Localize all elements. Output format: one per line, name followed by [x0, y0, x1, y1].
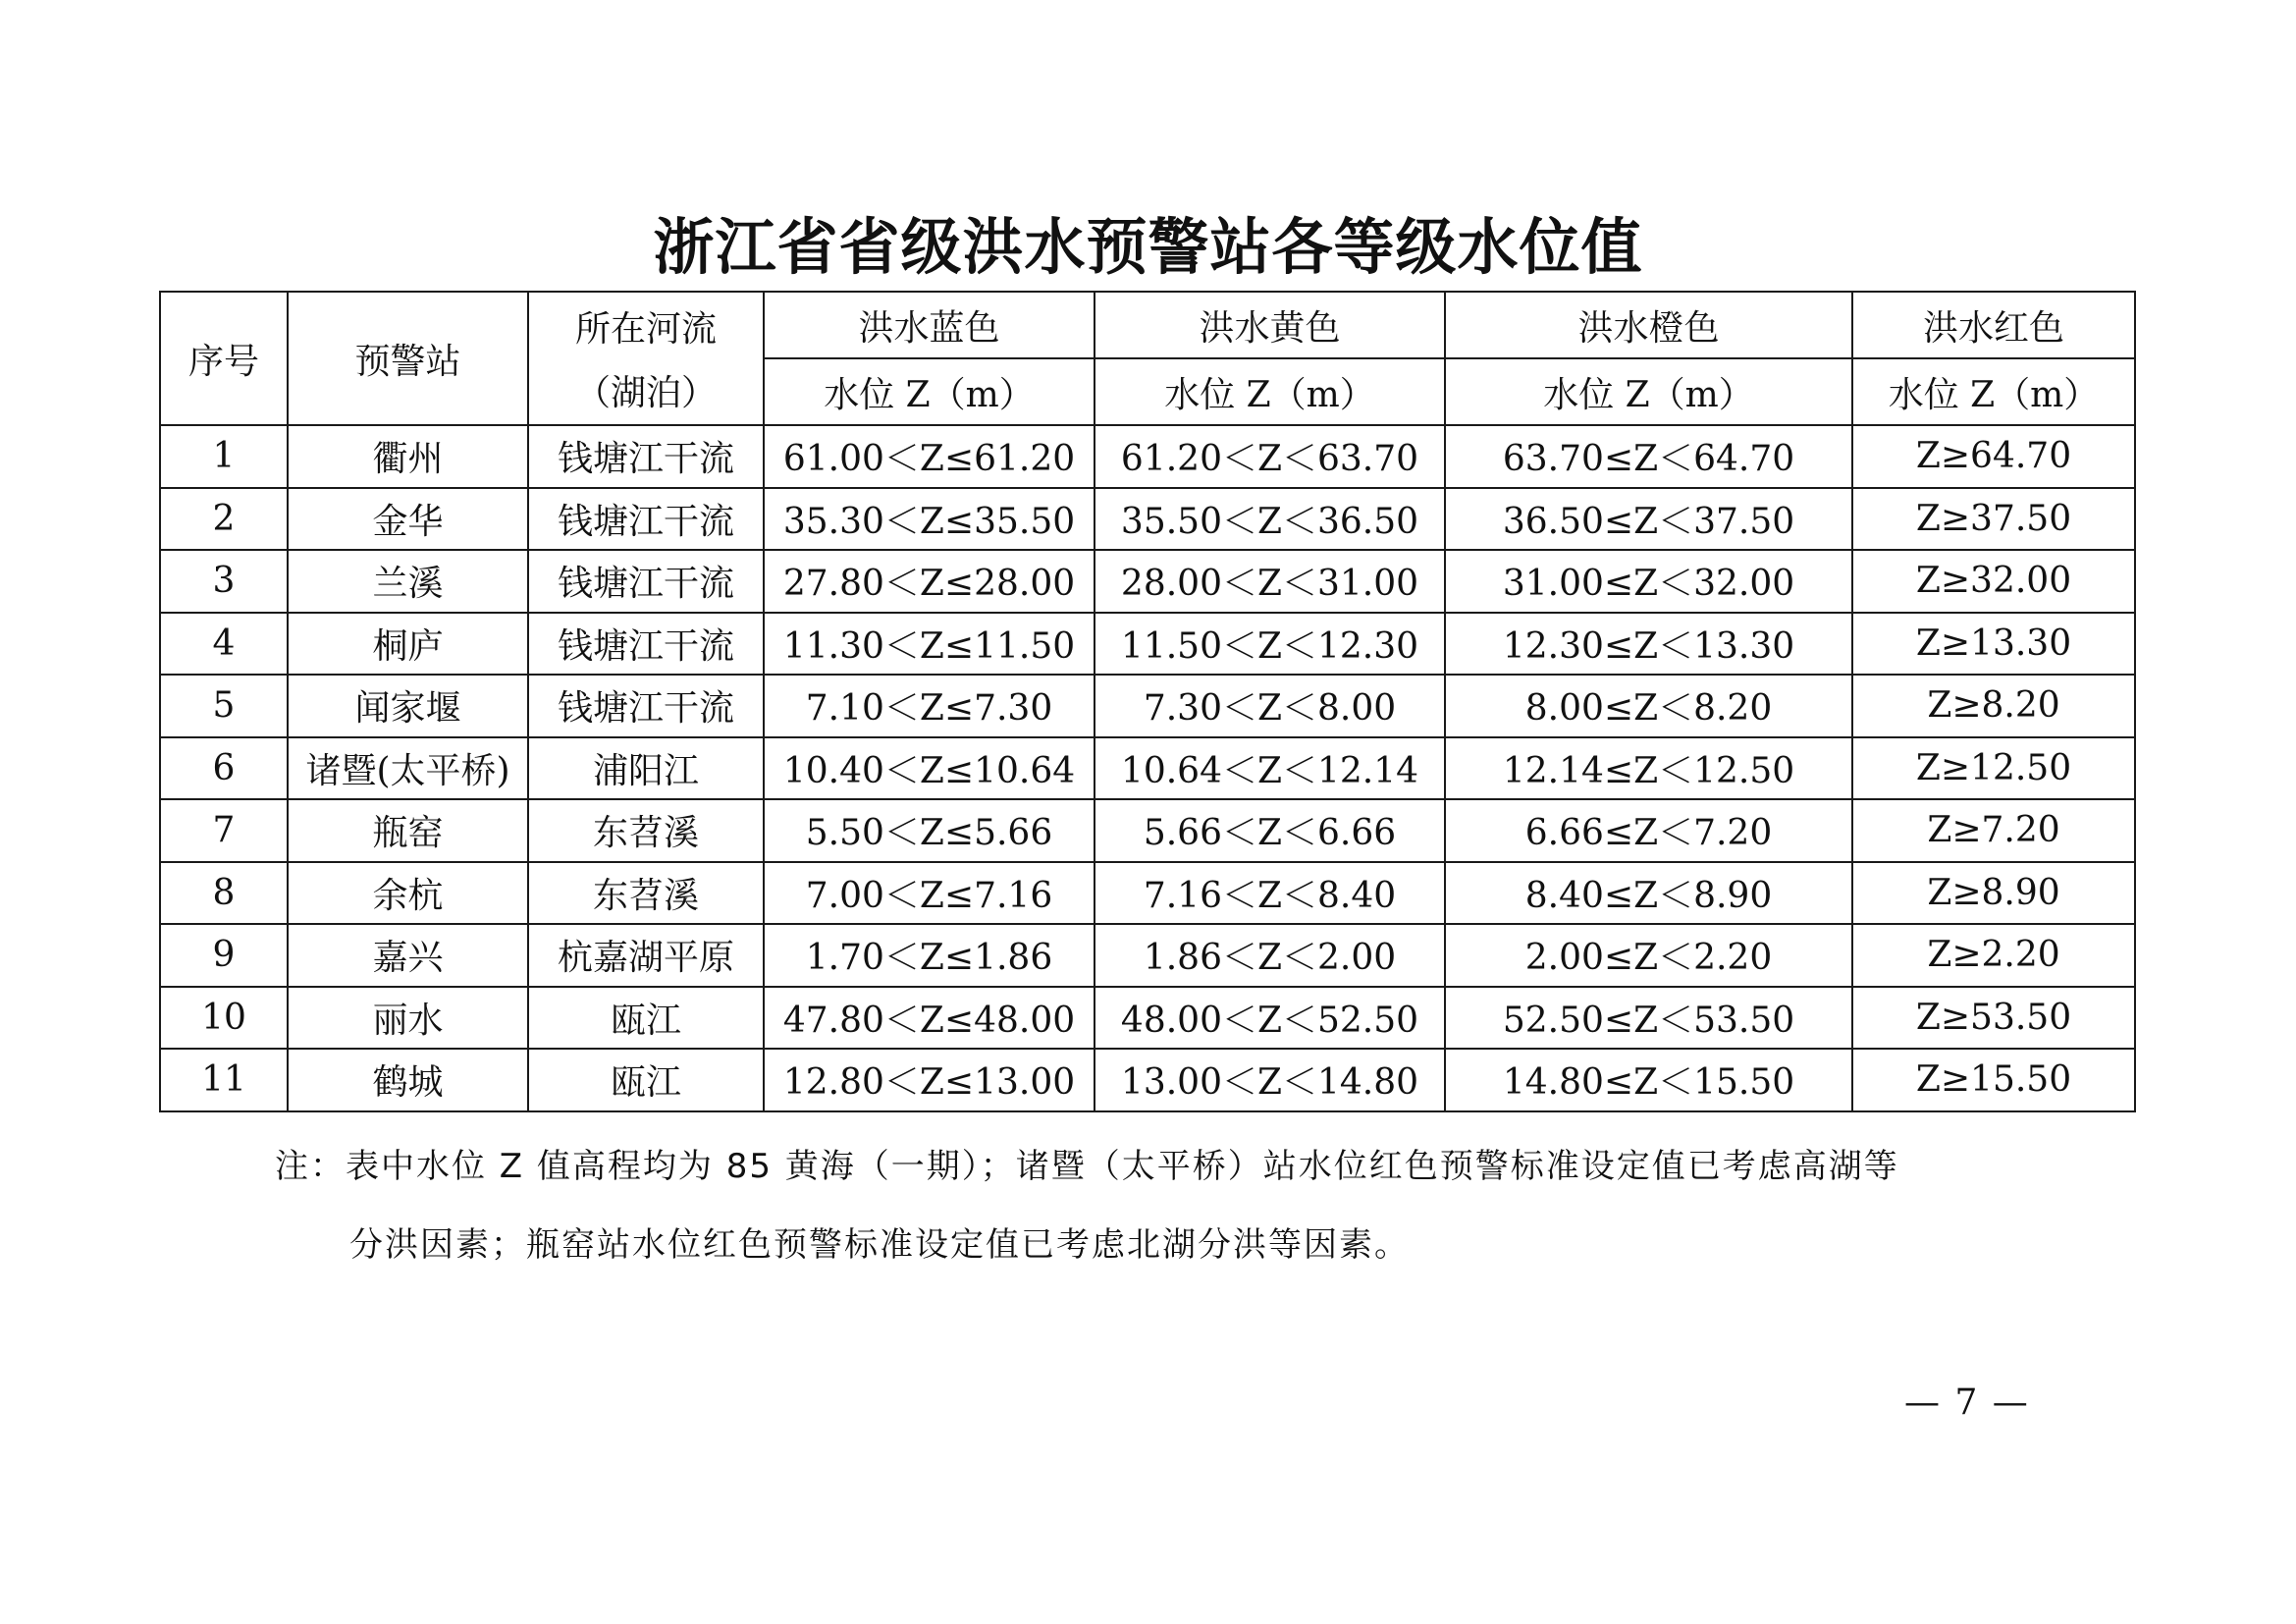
table-row	[160, 1049, 2135, 1111]
cell-yellow: 7.16＜Z＜8.40	[1095, 862, 1445, 925]
cell-yellow: 7.30＜Z＜8.00	[1095, 675, 1445, 737]
header-river-line2: （湖泊）	[574, 373, 717, 413]
cell-station: 金华	[288, 488, 528, 551]
cell-index: 8	[160, 862, 288, 925]
table-row	[160, 550, 2135, 613]
cell-red: Z≥64.70	[1852, 425, 2135, 488]
page-title: 浙江省省级洪水预警站各等级水位值	[653, 211, 1643, 283]
cell-red: Z≥2.20	[1852, 924, 2135, 987]
cell-red: Z≥7.20	[1852, 799, 2135, 862]
cell-station: 兰溪	[288, 550, 528, 613]
cell-yellow: 48.00＜Z＜52.50	[1095, 987, 1445, 1050]
header-station: 预警站	[288, 292, 528, 425]
header-blue: 洪水蓝色	[764, 292, 1095, 358]
cell-orange: 6.66≤Z＜7.20	[1445, 799, 1852, 862]
cell-blue: 7.00＜Z≤7.16	[764, 862, 1095, 925]
cell-index: 3	[160, 550, 288, 613]
cell-red: Z≥53.50	[1852, 987, 2135, 1050]
cell-blue: 1.70＜Z≤1.86	[764, 924, 1095, 987]
cell-orange: 63.70≤Z＜64.70	[1445, 425, 1852, 488]
header-red: 洪水红色	[1852, 292, 2135, 358]
cell-station: 嘉兴	[288, 924, 528, 987]
page-number: — 7 —	[1904, 1382, 2030, 1423]
cell-yellow: 11.50＜Z＜12.30	[1095, 613, 1445, 676]
cell-river: 瓯江	[528, 1049, 764, 1111]
cell-blue: 11.30＜Z≤11.50	[764, 613, 1095, 676]
header-unit-red: 水位 Z（m）	[1852, 358, 2135, 425]
header-index: 序号	[160, 292, 288, 425]
header-unit-yellow: 水位 Z（m）	[1095, 358, 1445, 425]
cell-orange: 8.00≤Z＜8.20	[1445, 675, 1852, 737]
cell-blue: 47.80＜Z≤48.00	[764, 987, 1095, 1050]
cell-station: 衢州	[288, 425, 528, 488]
cell-blue: 5.50＜Z≤5.66	[764, 799, 1095, 862]
cell-yellow: 5.66＜Z＜6.66	[1095, 799, 1445, 862]
table-row	[160, 737, 2135, 800]
cell-index: 7	[160, 799, 288, 862]
cell-orange: 31.00≤Z＜32.00	[1445, 550, 1852, 613]
cell-station: 余杭	[288, 862, 528, 925]
cell-station: 闻家堰	[288, 675, 528, 737]
table-row	[160, 862, 2135, 925]
cell-blue: 35.30＜Z≤35.50	[764, 488, 1095, 551]
cell-blue: 12.80＜Z≤13.00	[764, 1049, 1095, 1111]
cell-station: 桐庐	[288, 613, 528, 676]
cell-red: Z≥12.50	[1852, 737, 2135, 800]
cell-station: 鹤城	[288, 1049, 528, 1111]
table-note	[275, 1127, 2061, 1284]
cell-yellow: 35.50＜Z＜36.50	[1095, 488, 1445, 551]
cell-station: 丽水	[288, 987, 528, 1050]
cell-station: 瓶窑	[288, 799, 528, 862]
cell-river: 杭嘉湖平原	[528, 924, 764, 987]
cell-index: 2	[160, 488, 288, 551]
cell-river: 浦阳江	[528, 737, 764, 800]
cell-index: 10	[160, 987, 288, 1050]
cell-river: 瓯江	[528, 987, 764, 1050]
cell-index: 4	[160, 613, 288, 676]
cell-river: 钱塘江干流	[528, 675, 764, 737]
table-row	[160, 799, 2135, 862]
cell-orange: 12.30≤Z＜13.30	[1445, 613, 1852, 676]
note-line-1: 注：表中水位 Z 值高程均为 85 黄海（一期）；诸暨（太平桥）站水位红色预警标准设定值已考虑高湖等	[275, 1147, 1899, 1186]
cell-index: 11	[160, 1049, 288, 1111]
cell-index: 9	[160, 924, 288, 987]
cell-index: 1	[160, 425, 288, 488]
cell-yellow: 61.20＜Z＜63.70	[1095, 425, 1445, 488]
flood-warning-table	[159, 291, 2136, 1112]
cell-orange: 12.14≤Z＜12.50	[1445, 737, 1852, 800]
header-river	[528, 292, 764, 425]
table-row	[160, 675, 2135, 737]
cell-orange: 36.50≤Z＜37.50	[1445, 488, 1852, 551]
header-river-line1: 所在河流	[574, 309, 717, 350]
cell-red: Z≥13.30	[1852, 613, 2135, 676]
cell-river: 东苕溪	[528, 862, 764, 925]
cell-yellow: 1.86＜Z＜2.00	[1095, 924, 1445, 987]
cell-red: Z≥8.90	[1852, 862, 2135, 925]
cell-blue: 27.80＜Z≤28.00	[764, 550, 1095, 613]
cell-river: 钱塘江干流	[528, 550, 764, 613]
cell-blue: 10.40＜Z≤10.64	[764, 737, 1095, 800]
header-unit-blue: 水位 Z（m）	[764, 358, 1095, 425]
note-line-2: 分洪因素；瓶窑站水位红色预警标准设定值已考虑北湖分洪等因素。	[349, 1225, 1410, 1265]
cell-blue: 61.00＜Z≤61.20	[764, 425, 1095, 488]
cell-red: Z≥32.00	[1852, 550, 2135, 613]
cell-blue: 7.10＜Z≤7.30	[764, 675, 1095, 737]
cell-yellow: 13.00＜Z＜14.80	[1095, 1049, 1445, 1111]
cell-index: 5	[160, 675, 288, 737]
cell-orange: 8.40≤Z＜8.90	[1445, 862, 1852, 925]
cell-index: 6	[160, 737, 288, 800]
table-row	[160, 613, 2135, 676]
header-unit-orange: 水位 Z（m）	[1445, 358, 1852, 425]
header-yellow: 洪水黄色	[1095, 292, 1445, 358]
cell-river: 钱塘江干流	[528, 613, 764, 676]
table-row	[160, 924, 2135, 987]
header-row-1	[160, 292, 2135, 358]
cell-river: 东苕溪	[528, 799, 764, 862]
cell-river: 钱塘江干流	[528, 425, 764, 488]
table-row	[160, 425, 2135, 488]
cell-red: Z≥15.50	[1852, 1049, 2135, 1111]
cell-orange: 2.00≤Z＜2.20	[1445, 924, 1852, 987]
cell-station: 诸暨(太平桥)	[288, 737, 528, 800]
cell-orange: 52.50≤Z＜53.50	[1445, 987, 1852, 1050]
header-orange: 洪水橙色	[1445, 292, 1852, 358]
cell-yellow: 10.64＜Z＜12.14	[1095, 737, 1445, 800]
cell-orange: 14.80≤Z＜15.50	[1445, 1049, 1852, 1111]
table-row	[160, 987, 2135, 1050]
cell-river: 钱塘江干流	[528, 488, 764, 551]
cell-red: Z≥8.20	[1852, 675, 2135, 737]
cell-red: Z≥37.50	[1852, 488, 2135, 551]
table-row	[160, 488, 2135, 551]
cell-yellow: 28.00＜Z＜31.00	[1095, 550, 1445, 613]
